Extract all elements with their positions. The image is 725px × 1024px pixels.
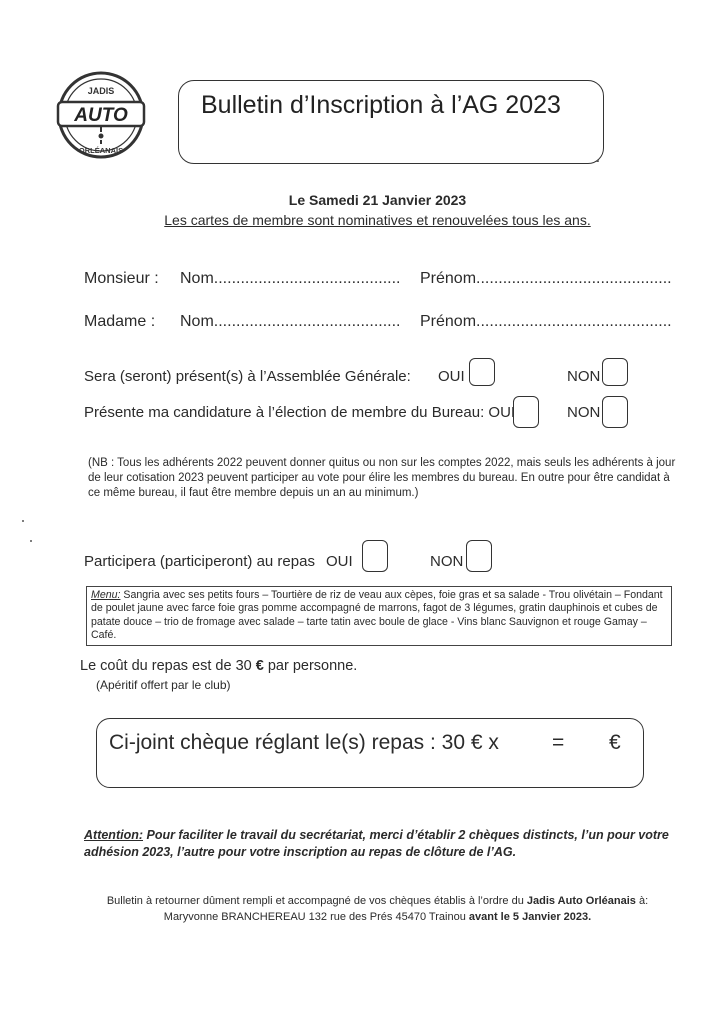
aperitif-note: (Apéritif offert par le club) (96, 678, 231, 692)
attention-label: Attention: (84, 828, 144, 842)
nom-label: Nom (180, 270, 214, 287)
scan-speck (30, 540, 32, 542)
candidature-non-checkbox[interactable] (602, 396, 628, 428)
monsieur-nom-field[interactable] (180, 270, 400, 288)
presence-non-checkbox[interactable] (602, 358, 628, 386)
candidature-non-label: NON (567, 404, 601, 421)
menu-box (86, 586, 672, 646)
cost-euro: € (255, 658, 264, 674)
page-title: Bulletin d’Inscription à l’AG 2023 (201, 91, 561, 119)
repas-oui-checkbox[interactable] (362, 540, 388, 572)
madame-label: Madame : (84, 313, 156, 330)
repas-non-checkbox[interactable] (466, 540, 492, 572)
logo-top-text: JADIS (87, 86, 115, 96)
footer-line-2 (30, 909, 725, 925)
cost-suffix: par personne. (263, 658, 358, 674)
repas-oui-label: OUI (326, 553, 353, 570)
nom-dots: .......................................... (213, 313, 401, 330)
cards-notice: Les cartes de membre sont nominatives et renouvelées tous les ans. (164, 212, 591, 228)
cheque-euro: € (609, 731, 621, 754)
attention-note (84, 827, 684, 861)
cheque-box[interactable] (96, 718, 644, 788)
candidature-question: Présente ma candidature à l’élection de membre du Bureau: OUI (84, 404, 516, 421)
attention-text: Pour faciliter le travail du secrétariat, merci d’établir 2 chèques distincts, l’un pour votre adhésion 2023, l’autre pour votre inscription au repas de clôture de l’AG. (84, 828, 669, 859)
prenom-dots: ............................................ (476, 270, 672, 287)
monsieur-prenom-field[interactable] (420, 270, 672, 288)
logo-bottom-text: ORLÉANAIS (78, 146, 124, 155)
menu-text: Sangria avec ses petits fours – Tourtière de riz de veau aux cèpes, foie gras et sa salade - Trou olivétain – Fondant de poulet jaune avec farce foie gras pomme accompagné de marrons, fagot de 3 légumes, gratin dauphinois et cubes de patate douce – trio de fromage avec salade – tarte tatin avec boule de glace - Vins blanc Sauvignon et rouge Gamay – Café. (91, 589, 663, 642)
presence-oui-label: OUI (438, 368, 465, 385)
event-date: Le Samedi 21 Janvier 2023 (288, 192, 467, 208)
cheque-text: Ci-joint chèque réglant le(s) repas : 30 € x (109, 731, 499, 754)
footer-deadline: avant le 5 Janvier 2023. (468, 911, 592, 923)
scan-speck (596, 160, 599, 162)
footer-address: Maryvonne BRANCHEREAU 132 rue des Prés 45470 Trainou (163, 911, 469, 923)
title-box (178, 80, 604, 164)
presence-non-label: NON (567, 368, 601, 385)
club-logo (52, 66, 150, 164)
monsieur-label: Monsieur : (84, 270, 159, 287)
repas-non-label: NON (430, 553, 464, 570)
presence-question: Sera (seront) présent(s) à l’Assemblée Générale: (84, 368, 411, 385)
footer-club-name: Jadis Auto Orléanais (526, 895, 636, 907)
nom-dots: .......................................... (213, 270, 401, 287)
footer-line1-suffix: à: (635, 895, 649, 907)
nb-note: (NB : Tous les adhérents 2022 peuvent donner quitus ou non sur les comptes 2022, mais seuls les adhérents à jour de leur cotisation 2023 peuvent participer au vote pour élire les membres du bureau. En outre pour être candidat à ce même bureau, il faut être membre depuis un an au minimum.) (88, 457, 676, 499)
prenom-dots: ............................................ (476, 313, 672, 330)
cheque-equals: = (552, 731, 565, 754)
meal-cost (80, 658, 357, 674)
madame-prenom-field[interactable] (420, 313, 672, 331)
madame-nom-field[interactable] (180, 313, 400, 331)
presence-oui-checkbox[interactable] (469, 358, 495, 386)
candidature-oui-checkbox[interactable] (513, 396, 539, 428)
footer-line1-prefix: Bulletin à retourner dûment rempli et accompagné de vos chèques établis à l’ordre du (106, 895, 527, 907)
logo-center-text: AUTO (74, 105, 128, 126)
prenom-label: Prénom (420, 313, 477, 330)
menu-label: Menu: (91, 589, 121, 601)
footer-line-1 (30, 893, 725, 909)
nom-label: Nom (180, 313, 214, 330)
prenom-label: Prénom (420, 270, 477, 287)
return-instructions (0, 893, 725, 925)
repas-question: Participera (participeront) au repas (84, 553, 315, 570)
scan-speck (22, 520, 24, 522)
cost-prefix: Le coût du repas est de 30 (80, 658, 256, 674)
